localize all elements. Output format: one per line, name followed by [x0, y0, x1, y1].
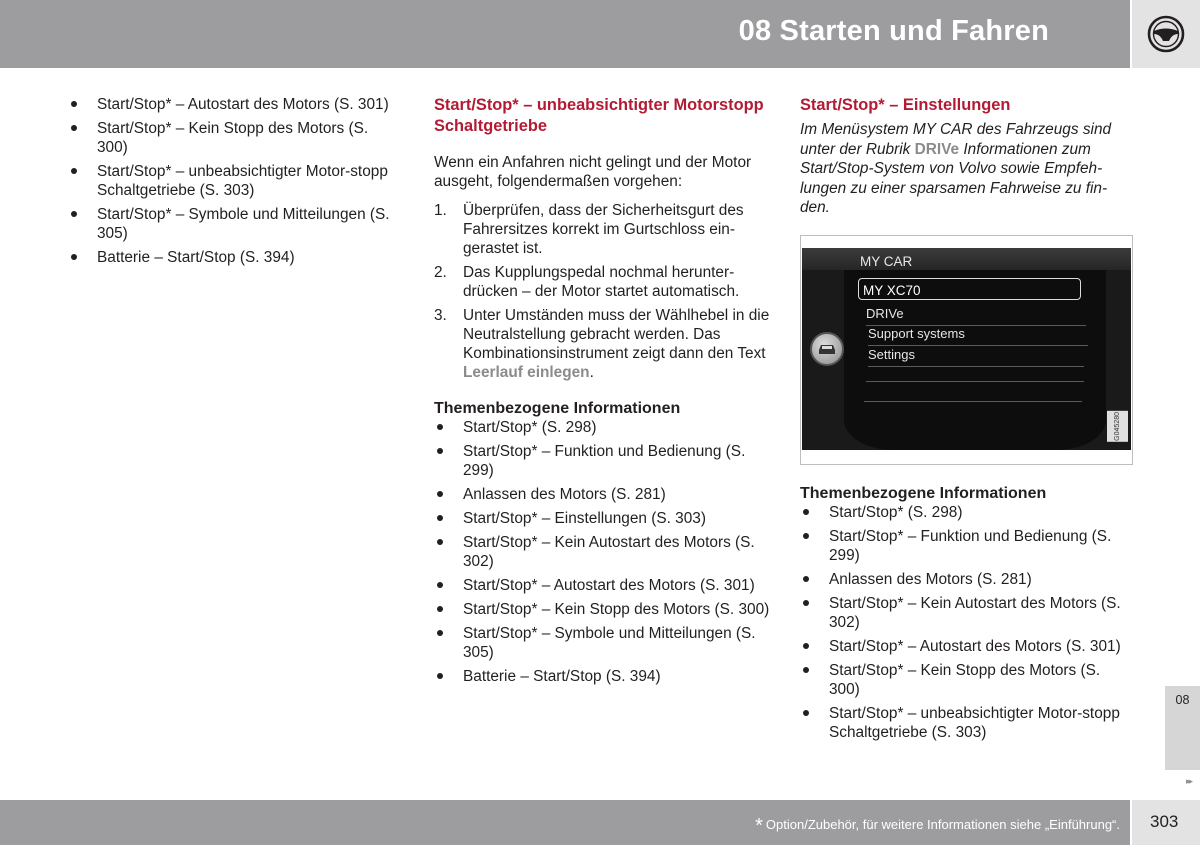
list-item: Start/Stop* – Funktion und Bedienung (S. 299) — [800, 527, 1135, 565]
chapter-header — [0, 0, 1130, 68]
menu-divider — [866, 381, 1084, 382]
step-text: Überprüfen, dass der Sicherheitsgurt des Fahrersitzes korrekt im Gurtschloss ein-gerastet ist. — [463, 202, 744, 257]
step-number: 2. — [434, 264, 447, 281]
column-right — [800, 95, 1135, 747]
display-title-bar — [802, 248, 1131, 270]
section-intro — [800, 120, 1135, 218]
step-item — [434, 201, 774, 258]
menu-item: Settings — [868, 345, 1084, 367]
step-text: Das Kupplungspedal nochmal herunter-drücken – der Motor startet automatisch. — [463, 264, 740, 300]
intro-text-before: Im Menüsystem MY CAR des Fahrzeugs sind unter der Rubrik — [800, 121, 1112, 158]
list-item: Anlassen des Motors (S. 281) — [434, 485, 774, 504]
car-icon — [810, 332, 844, 366]
list-item: Start/Stop* (S. 298) — [800, 503, 1135, 522]
list-item: Start/Stop* – unbeabsichtigter Motor-stopp Schaltgetriebe (S. 303) — [800, 704, 1135, 742]
column-left — [68, 95, 398, 272]
section-heading: Start/Stop* – unbeabsichtigter Motorstopp Schaltgetriebe — [434, 96, 764, 135]
related-list — [434, 418, 774, 686]
section-heading: Start/Stop* – Einstellungen — [800, 96, 1011, 114]
list-item: Start/Stop* – Kein Stopp des Motors (S. 300) — [800, 661, 1135, 699]
image-code: G045280 — [1107, 411, 1128, 442]
display-screenshot — [800, 235, 1133, 465]
step-text-before: Unter Umständen muss der Wählhebel in die Neutralstellung gebracht werden. Das Kombinationsinstrument zeigt dann den Text — [463, 307, 770, 362]
step-item — [434, 306, 774, 382]
menu-item: DRIVe — [866, 304, 1086, 326]
step-text — [463, 306, 774, 382]
intro-text-after: Informationen zum Start/Stop-System von Volvo sowie Empfeh-lungen zu einer sparsamen Fahrweise zu fin-den. — [800, 140, 1108, 216]
display-screen — [802, 248, 1131, 450]
footnote-text: Option/Zubehör, für weitere Informationen siehe „Einführung“. — [765, 817, 1120, 832]
page-footer — [0, 800, 1130, 845]
page-number: 303 — [1150, 812, 1179, 831]
related-heading: Themenbezogene Informationen — [434, 400, 681, 417]
chapter-icon-box — [1132, 0, 1200, 68]
list-item: Start/Stop* (S. 298) — [434, 418, 774, 437]
chapter-tab: 08 — [1165, 686, 1200, 770]
next-page-arrows-icon: ▸▸ — [1186, 776, 1192, 786]
list-item: Start/Stop* – Funktion und Bedienung (S. 299) — [434, 442, 774, 480]
menu-divider — [864, 401, 1082, 402]
list-item: Batterie – Start/Stop (S. 394) — [434, 667, 774, 686]
footnote-star: * — [755, 815, 763, 837]
chapter-title: 08 Starten und Fahren — [738, 15, 1049, 47]
related-list — [800, 503, 1135, 742]
step-text-after: . — [589, 364, 594, 381]
step-item — [434, 263, 774, 301]
list-item: Anlassen des Motors (S. 281) — [800, 570, 1135, 589]
list-item: Start/Stop* – Symbole und Mitteilungen (S. 305) — [68, 205, 398, 243]
list-item: Start/Stop* – Autostart des Motors (S. 301) — [434, 576, 774, 595]
list-item: Start/Stop* – Kein Stopp des Motors (S. 300) — [68, 119, 398, 157]
list-item: Start/Stop* – Kein Stopp des Motors (S. 300) — [434, 600, 774, 619]
section-intro: Wenn ein Anfahren nicht gelingt und der Motor ausgeht, folgendermaßen vorgehen: — [434, 154, 752, 190]
list-item: Batterie – Start/Stop (S. 394) — [68, 248, 398, 267]
footnote — [755, 815, 1120, 838]
steps-list — [434, 201, 774, 382]
list-item: Start/Stop* – Kein Autostart des Motors (S. 302) — [434, 533, 774, 571]
menu-item: Support systems — [868, 324, 1088, 346]
display-text-highlight: Leerlauf einlegen — [463, 364, 590, 381]
step-number: 3. — [434, 307, 447, 324]
related-list-continued — [68, 95, 398, 267]
related-heading: Themenbezogene Informationen — [800, 484, 1047, 502]
list-item: Start/Stop* – Autostart des Motors (S. 301) — [800, 637, 1135, 656]
list-item: Start/Stop* – Symbole und Mitteilungen (S. 305) — [434, 624, 774, 662]
steering-wheel-icon — [1146, 14, 1186, 54]
list-item: Start/Stop* – Einstellungen (S. 303) — [434, 509, 774, 528]
menu-item-selected: MY XC70 — [858, 278, 1081, 300]
list-item: Start/Stop* – unbeabsichtigter Motor-stopp Schaltgetriebe (S. 303) — [68, 162, 398, 200]
column-middle — [434, 95, 774, 691]
menu-name-highlight: DRIVe — [914, 140, 960, 158]
step-number: 1. — [434, 202, 447, 219]
page-number-box — [1132, 800, 1200, 845]
list-item: Start/Stop* – Kein Autostart des Motors (S. 302) — [800, 594, 1135, 632]
list-item: Start/Stop* – Autostart des Motors (S. 301) — [68, 95, 398, 114]
display-title: MY CAR — [860, 253, 913, 269]
